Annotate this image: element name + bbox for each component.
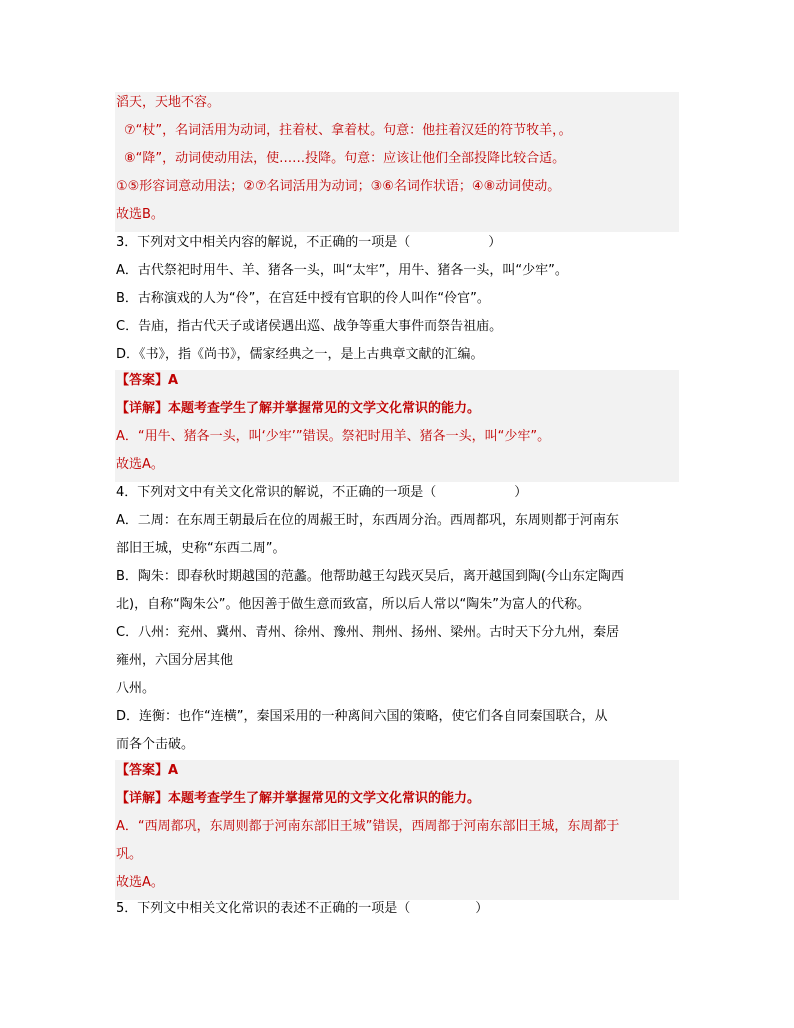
question-4-option-a: A．二周：在东周王朝最后在位的周赧王时，东西周分治。西周都巩，东周则都于河南东 <box>116 513 619 528</box>
prev-answer-line: ⑧“降”，动词使动用法，使……投降。句意：应该让他们全部投降比较合适。 <box>124 151 566 166</box>
prev-answer-line: ①⑤形容词意动用法；②⑦名词活用为动词；③⑥名词作状语；④⑧动词使动。 <box>116 179 561 194</box>
question-4-answer: 【答案】A <box>116 763 179 778</box>
question-3-answer: 【答案】A <box>116 373 179 388</box>
question-3-option-c: C．告庙，指古代天子或诸侯遇出巡、战争等重大事件而祭告祖庙。 <box>116 319 503 334</box>
question-3-option-b: B．古称演戏的人为“伶”，在宫廷中授有官职的伶人叫作“伶官”。 <box>116 291 490 306</box>
question-4-option-c: 八州。 <box>116 681 156 696</box>
question-4-option-b: 北)，自称“陶朱公”。他因善于做生意而致富，所以后人常以“陶朱”为富人的代称。 <box>116 597 591 612</box>
question-4-choice: 故选A。 <box>116 875 164 890</box>
prev-answer-line: ⑦“杖”，名词活用为动词，拄着杖、拿着杖。句意：他拄着汉廷的符节牧羊，。 <box>124 123 572 138</box>
question-4-option-c: 雍州，六国分居其他 <box>116 653 234 668</box>
question-3-explanation: A．“用牛、猪各一头，叫‘少牢’”错误。祭祀时用羊、猪各一头，叫“少牢”。 <box>116 429 551 444</box>
answer-shade-q3 <box>115 370 679 482</box>
question-4-option-a: 部旧王城，史称“东西二周”。 <box>116 541 286 556</box>
question-4-explanation: 巩。 <box>116 847 143 862</box>
question-3-stem: 3．下列对文中相关内容的解说，不正确的一项是（ ） <box>116 235 502 250</box>
question-3-option-a: A．古代祭祀时用牛、羊、猪各一头，叫“太牢”，用牛、猪各一头，叫“少牢”。 <box>116 263 568 278</box>
prev-answer-line: 滔天，天地不容。 <box>116 95 221 110</box>
question-4-option-c: C．八州：兖州、冀州、青州、徐州、豫州、荆州、扬州、梁州。古时天下分九州，秦居 <box>116 625 620 640</box>
question-4-stem: 4．下列对文中有关文化常识的解说，不正确的一项是（ ） <box>116 485 528 500</box>
question-5-stem: 5．下列文中相关文化常识的表述不正确的一项是（ ） <box>116 901 489 916</box>
prev-answer-choice: 故选B。 <box>116 207 164 222</box>
question-4-detail: 【详解】本题考查学生了解并掌握常见的文学文化常识的能力。 <box>116 791 481 806</box>
question-3-choice: 故选A。 <box>116 457 164 472</box>
question-4-explanation: A．“西周都巩，东周则都于河南东部旧王城”错误，西周都于河南东部旧王城，东周都于 <box>116 819 620 834</box>
question-4-option-d: 而各个击破。 <box>116 737 195 752</box>
question-4-option-d: D．连衡：也作“连横”，秦国采用的一种离间六国的策略，使它们各自同秦国联合，从 <box>116 709 608 724</box>
question-4-option-b: B．陶朱：即春秋时期越国的范蠡。他帮助越王勾践灭吴后，离开越国到陶(今山东定陶西 <box>116 569 624 584</box>
question-3-option-d: D．《书》，指《尚书》，儒家经典之一，是上古典章文献的汇编。 <box>116 347 484 362</box>
question-3-detail: 【详解】本题考查学生了解并掌握常见的文学文化常识的能力。 <box>116 401 481 416</box>
